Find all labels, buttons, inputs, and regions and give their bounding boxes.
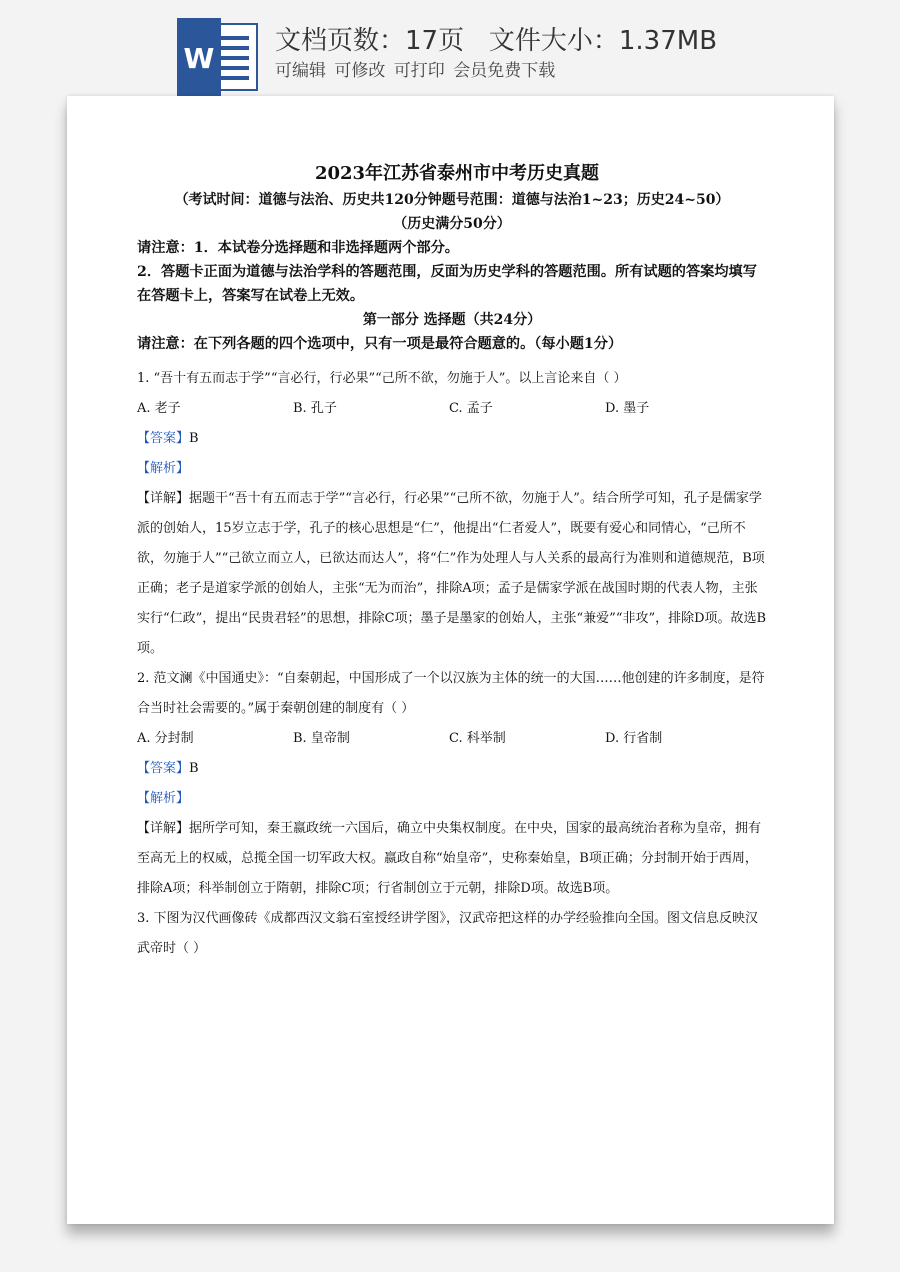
detail-tag: 【详解】 [137,821,190,836]
answer-value: B [189,431,199,446]
question-1-analysis [137,454,767,484]
analysis-tag: 【解析】 [137,461,190,476]
answer-value: B [189,761,199,776]
history-score-line: （历史满分50分） [393,216,511,232]
question-2-detail [137,814,767,904]
question-2-answer [137,754,767,784]
analysis-tag: 【解析】 [137,791,190,806]
notice-2: 2．答题卡正面为道德与法治学科的答题范围，反面为历史学科的答题范围。所有试题的答案均填写在答题卡上，答案写在试卷上无效。 [137,264,757,304]
word-icon [177,18,259,96]
question-2-stem: 2. 范文澜《中国通史》：“自秦朝起，中国形成了一个以汉族为主体的统一的大国……他创建的许多制度，是符合当时社会需要的。”属于秦朝创建的制度有（ ） [137,671,765,716]
answer-tag: 【答案】 [137,431,190,446]
notice-3: 请注意：在下列各题的四个选项中，只有一项是最符合题意的。（每小题1分） [137,336,623,352]
option-c: C. 孟子 [449,401,493,416]
option-a: A. 分封制 [137,731,194,746]
detail-text: 据题干“吾十有五而志于学”“言必行，行必果”“己所不欲，勿施于人”。结合所学可知，孔子是儒家学派的创始人，15岁立志于学，孔子的核心思想是“仁”，他提出“仁者爱人”，既要有爱心和同情心，“己所不欲，勿施于人”“己欲立而立人，已欲达而达人”，将“仁”作为处理人与人关系的最高行为准则和道德规范，B项正确；老子是道家学派的创始人，主张“无为而治”，排除A项；孟子是儒家学派在战国时期的代表人物，主张实行“仁政”，提出“民贵君轻”的思想，排除C项；墨子是墨家的创始人，主张“兼爱”“非攻”，排除D项。故选B项。 [137,491,767,656]
download-banner [0,0,900,96]
question-3-stem: 3. 下图为汉代画像砖《成都西汉文翁石室授经讲学图》，汉武帝把这样的办学经验推向全国。图文信息反映汉武帝时（ ） [137,911,759,956]
svg-text:W: W [183,42,215,75]
option-b: B. 孔子 [293,401,337,416]
feature-list-text: 可编辑 可修改 可打印 会员免费下载 [275,61,556,81]
answer-tag: 【答案】 [137,761,190,776]
document-content [137,160,767,964]
notice-1: 请注意：1．本试卷分选择题和非选择题两个部分。 [137,240,459,256]
part-one-heading: 第一部分 选择题（共24分） [362,312,542,328]
question-1-stem: 1. “吾十有五而志于学”“言必行，行必果”“己所不欲，勿施于人”。以上言论来自（ ） [137,371,627,386]
option-d: D. 行省制 [605,731,663,746]
question-1-answer [137,424,767,454]
question-2-options [137,724,767,754]
question-1-options [137,394,767,424]
detail-text: 据所学可知，秦王嬴政统一六国后，确立中央集权制度。在中央，国家的最高统治者称为皇帝，拥有至高无上的权威，总揽全国一切军政大权。嬴政自称“始皇帝”，史称秦始皇，B项正确；分封制开始于西周，排除A项；科举制创立于隋朝，排除C项；行省制创立于元朝，排除D项。故选B项。 [137,821,762,896]
option-d: D. 墨子 [605,401,650,416]
question-1-detail [137,484,767,664]
option-a: A. 老子 [137,401,181,416]
doc-title: 2023年江苏省泰州市中考历史真题 [314,163,600,184]
detail-tag: 【详解】 [137,491,190,506]
question-2-analysis [137,784,767,814]
exam-time-line: （考试时间：道德与法治、历史共120分钟题号范围：道德与法治1~23；历史24~50） [174,192,730,208]
file-info-text: 文档页数：17页 文件大小：1.37MB [275,26,718,56]
option-b: B. 皇帝制 [293,731,350,746]
option-c: C. 科举制 [449,731,506,746]
document-page [67,96,834,1224]
